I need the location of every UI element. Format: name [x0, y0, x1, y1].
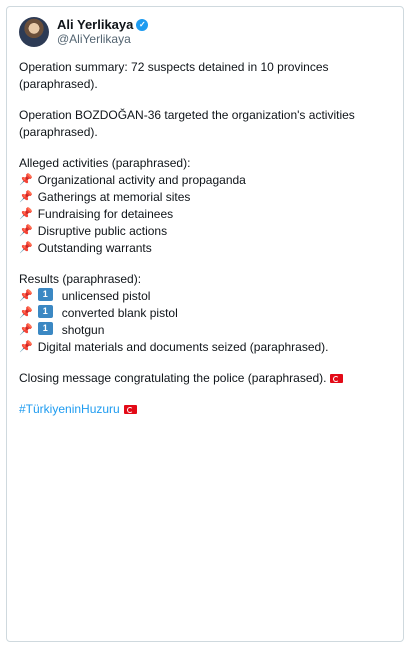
list-item [19, 288, 391, 305]
list-item [19, 305, 391, 322]
closing-text: Closing message congratulating the police (paraphrased). [19, 371, 327, 385]
list-item [19, 189, 391, 206]
intro-paragraph: Operation summary: 72 suspects detained in 10 provinces (paraphrased). [19, 60, 329, 91]
allegation-text: Gatherings at memorial sites [37, 190, 191, 204]
result-text: unlicensed pistol [61, 289, 151, 303]
display-name[interactable]: Ali Yerlikaya [57, 17, 134, 32]
display-name-row[interactable] [57, 17, 148, 32]
author-block [57, 17, 148, 47]
handle[interactable]: @AliYerlikaya [57, 32, 131, 46]
digital-note: Digital materials and documents seized (paraphrased). [37, 340, 329, 354]
list-item [19, 339, 391, 356]
pushpin-icon: 📌 [19, 208, 33, 220]
list-item [19, 172, 391, 189]
pushpin-icon: 📌 [19, 307, 33, 319]
allegation-text: Fundraising for detainees [37, 207, 174, 221]
list-item [19, 223, 391, 240]
verified-badge-icon: ✓ [136, 19, 148, 31]
hashtag-row [19, 401, 391, 418]
keycap-one-icon: 1 [38, 305, 53, 318]
keycap-one-icon: 1 [38, 288, 53, 301]
result-text: converted blank pistol [61, 306, 178, 320]
pushpin-icon: 📌 [19, 341, 33, 353]
pushpin-icon: 📌 [19, 290, 33, 302]
hashtag-link[interactable]: #TürkiyeninHuzuru [19, 402, 120, 416]
pushpin-icon: 📌 [19, 225, 33, 237]
keycap-one-icon: 1 [38, 322, 53, 335]
closing-paragraph [19, 370, 391, 387]
pushpin-icon: 📌 [19, 242, 33, 254]
allegation-text: Organizational activity and propaganda [37, 173, 246, 187]
turkey-flag-icon [330, 374, 343, 383]
list-item [19, 206, 391, 223]
result-text: shotgun [61, 323, 105, 337]
tweet-card [6, 6, 404, 642]
avatar[interactable] [19, 17, 49, 47]
tweet-header [19, 17, 391, 47]
allegation-text: Outstanding warrants [37, 241, 152, 255]
pushpin-icon: 📌 [19, 174, 33, 186]
allegations-list [19, 155, 391, 257]
operation-note: Operation BOZDOĞAN-36 targeted the organization's activities (paraphrased). [19, 108, 355, 139]
pushpin-icon: 📌 [19, 324, 33, 336]
allegation-text: Disruptive public actions [37, 224, 168, 238]
list-item [19, 240, 391, 257]
results-list [19, 271, 391, 356]
tweet-body [19, 59, 391, 418]
list-item [19, 322, 391, 339]
pushpin-icon: 📌 [19, 191, 33, 203]
results-title: Results (paraphrased): [19, 272, 142, 286]
allegations-title: Alleged activities (paraphrased): [19, 156, 191, 170]
turkey-flag-icon [124, 405, 137, 414]
